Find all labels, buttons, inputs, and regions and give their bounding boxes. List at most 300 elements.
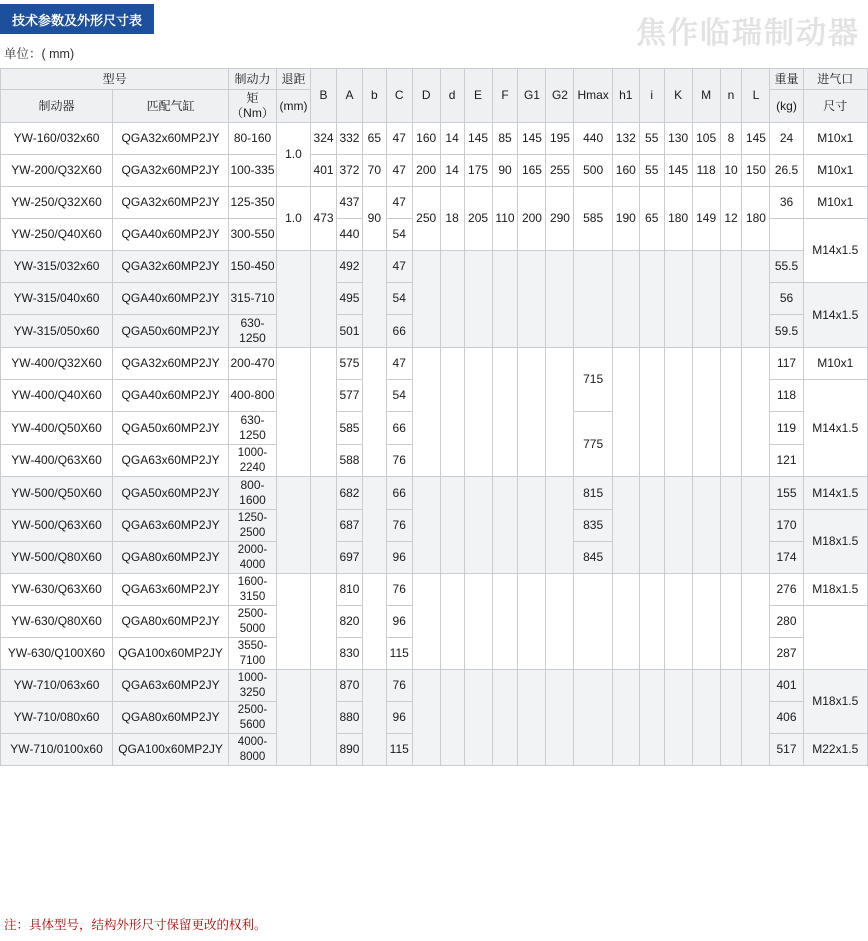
cell-dim-F: [492, 477, 518, 574]
cell-dim-A: 687: [337, 510, 363, 542]
cell-dim-E: [464, 670, 492, 766]
spec-table: [0, 68, 868, 766]
cell-dim-G2: 195: [546, 123, 574, 155]
cell-dim-i: 55: [639, 123, 664, 155]
cell-cylinder-model: QGA32x60MP2JY: [113, 251, 229, 283]
cell-dim-C: 54: [386, 219, 412, 251]
header-dim-K: K: [664, 69, 692, 123]
cell-weight: 59.5: [770, 315, 803, 348]
cell-dim-K: [664, 477, 692, 574]
cell-cylinder-model: QGA32x60MP2JY: [113, 155, 229, 187]
cell-dim-C: 76: [386, 510, 412, 542]
header-dim-n: n: [720, 69, 742, 123]
cell-dim-L: [742, 574, 770, 670]
cell-air-inlet: M18x1.5: [803, 670, 867, 734]
cell-retreat: 1.0: [276, 123, 310, 187]
cell-dim-A: 682: [337, 477, 363, 510]
table-row: [1, 348, 868, 380]
cell-air-inlet: M14x1.5: [803, 283, 867, 348]
cell-dim-F: 85: [492, 123, 518, 155]
cell-dim-G2: [546, 574, 574, 670]
header-weight-unit: (kg): [770, 90, 803, 123]
cell-dim-n: 8: [720, 123, 742, 155]
cell-dim-G1: 200: [518, 187, 546, 251]
cell-dim-G1: [518, 477, 546, 574]
cell-dim-A: 501: [337, 315, 363, 348]
cell-cylinder-model: QGA80x60MP2JY: [113, 606, 229, 638]
cell-dim-A: 697: [337, 542, 363, 574]
cell-air-inlet: M14x1.5: [803, 219, 867, 283]
cell-dim-i: [639, 574, 664, 670]
cell-dim-D: [412, 251, 440, 348]
cell-dim-C: 115: [386, 638, 412, 670]
cell-dim-M: [692, 670, 720, 766]
cell-dim-b: [362, 477, 386, 574]
cell-weight: 119: [770, 412, 803, 445]
cell-dim-K: [664, 574, 692, 670]
cell-dim-h1: [612, 251, 639, 348]
cell-air-inlet: [803, 606, 867, 670]
cell-brake-model: YW-250/Q40X60: [1, 219, 113, 251]
cell-cylinder-model: QGA40x60MP2JY: [113, 380, 229, 412]
cell-dim-A: 332: [337, 123, 363, 155]
cell-weight: 170: [770, 510, 803, 542]
cell-weight: 401: [770, 670, 803, 702]
cell-dim-h1: [612, 670, 639, 766]
cell-dim-E: [464, 348, 492, 477]
cell-dim-M: [692, 477, 720, 574]
cell-dim-M: [692, 251, 720, 348]
cell-dim-E: [464, 251, 492, 348]
cell-dim-A: 870: [337, 670, 363, 702]
cell-dim-n: [720, 670, 742, 766]
cell-torque: 2500-5000: [229, 606, 277, 638]
cell-air-inlet: M10x1: [803, 348, 867, 380]
page-title: 技术参数及外形尺寸表: [0, 4, 154, 34]
cell-dim-C: 47: [386, 348, 412, 380]
table-row: [1, 477, 868, 510]
cell-cylinder-model: QGA80x60MP2JY: [113, 542, 229, 574]
cell-brake-model: YW-400/Q40X60: [1, 380, 113, 412]
cell-dim-C: 54: [386, 283, 412, 315]
cell-dim-G2: 290: [546, 187, 574, 251]
cell-cylinder-model: QGA50x60MP2JY: [113, 315, 229, 348]
cell-dim-D: [412, 574, 440, 670]
table-row: [1, 574, 868, 606]
cell-dim-h1: 160: [612, 155, 639, 187]
table-row: [1, 123, 868, 155]
cell-dim-K: [664, 348, 692, 477]
cell-torque: 1000-3250: [229, 670, 277, 702]
cell-dim-E: [464, 574, 492, 670]
cell-weight: 174: [770, 542, 803, 574]
cell-weight: 517: [770, 734, 803, 766]
cell-dim-B: 324: [311, 123, 337, 155]
cell-dim-d: 14: [440, 155, 464, 187]
cell-dim-C: 96: [386, 606, 412, 638]
header-model: 型号: [1, 69, 229, 90]
cell-dim-A: 890: [337, 734, 363, 766]
cell-weight: 276: [770, 574, 803, 606]
cell-dim-b: [362, 670, 386, 766]
cell-weight: 280: [770, 606, 803, 638]
cell-dim-G2: [546, 348, 574, 477]
cell-dim-d: 14: [440, 123, 464, 155]
cell-dim-b: 90: [362, 187, 386, 251]
header-retreat-unit: (mm): [276, 90, 310, 123]
cell-dim-M: 105: [692, 123, 720, 155]
table-row: [1, 155, 868, 187]
cell-dim-i: [639, 477, 664, 574]
cell-dim-n: [720, 251, 742, 348]
cell-dim-L: [742, 251, 770, 348]
cell-dim-G2: 255: [546, 155, 574, 187]
cell-weight: 406: [770, 702, 803, 734]
header-dim-B: B: [311, 69, 337, 123]
cell-dim-C: 96: [386, 702, 412, 734]
cell-dim-M: [692, 348, 720, 477]
cell-cylinder-model: QGA32x60MP2JY: [113, 348, 229, 380]
cell-weight: [770, 219, 803, 251]
cell-dim-i: [639, 348, 664, 477]
header-dim-A: A: [337, 69, 363, 123]
cell-cylinder-model: QGA50x60MP2JY: [113, 477, 229, 510]
unit-label: 单位：( mm): [4, 47, 75, 61]
cell-dim-L: 150: [742, 155, 770, 187]
header-dim-L: L: [742, 69, 770, 123]
cell-cylinder-model: QGA63x60MP2JY: [113, 670, 229, 702]
cell-dim-A: 820: [337, 606, 363, 638]
cell-dim-L: [742, 670, 770, 766]
cell-air-inlet: M10x1: [803, 155, 867, 187]
cell-weight: 56: [770, 283, 803, 315]
header-dim-G2: G2: [546, 69, 574, 123]
cell-brake-model: YW-500/Q80X60: [1, 542, 113, 574]
cell-dim-F: [492, 348, 518, 477]
cell-dim-L: 180: [742, 187, 770, 251]
header-dim-d: d: [440, 69, 464, 123]
footer-note: 注：具体型号，结构外形尺寸保留更改的权利。: [4, 918, 267, 932]
cell-retreat: [276, 348, 310, 477]
cell-retreat: 1.0: [276, 187, 310, 251]
cell-brake-model: YW-710/063x60: [1, 670, 113, 702]
cell-dim-A: 577: [337, 380, 363, 412]
cell-dim-C: 47: [386, 187, 412, 219]
cell-cylinder-model: QGA63x60MP2JY: [113, 574, 229, 606]
cell-dim-B: 473: [311, 187, 337, 251]
cell-dim-F: [492, 251, 518, 348]
cell-dim-D: [412, 670, 440, 766]
cell-dim-Hmax: [574, 251, 612, 348]
header-brake: 制动器: [1, 90, 113, 123]
cell-dim-F: 90: [492, 155, 518, 187]
header-dim-E: E: [464, 69, 492, 123]
cell-air-inlet: M10x1: [803, 123, 867, 155]
cell-weight: 26.5: [770, 155, 803, 187]
table-body: [1, 123, 868, 766]
cell-brake-model: YW-630/Q100X60: [1, 638, 113, 670]
cell-dim-i: 65: [639, 187, 664, 251]
cell-dim-C: 66: [386, 412, 412, 445]
cell-dim-b: [362, 348, 386, 477]
cell-torque: 400-800: [229, 380, 277, 412]
cell-torque: 630-1250: [229, 412, 277, 445]
cell-brake-model: YW-400/Q50X60: [1, 412, 113, 445]
cell-dim-L: [742, 348, 770, 477]
cell-dim-E: 145: [464, 123, 492, 155]
cell-dim-b: [362, 574, 386, 670]
cell-dim-D: 250: [412, 187, 440, 251]
cell-dim-A: 880: [337, 702, 363, 734]
cell-dim-K: 180: [664, 187, 692, 251]
cell-dim-A: 585: [337, 412, 363, 445]
cell-dim-A: 810: [337, 574, 363, 606]
cell-dim-n: [720, 348, 742, 477]
cell-dim-D: 160: [412, 123, 440, 155]
cell-dim-A: 588: [337, 445, 363, 477]
cell-dim-d: 18: [440, 187, 464, 251]
cell-dim-D: [412, 477, 440, 574]
cell-dim-G2: [546, 670, 574, 766]
cell-dim-i: 55: [639, 155, 664, 187]
cell-dim-F: [492, 670, 518, 766]
cell-dim-i: [639, 251, 664, 348]
cell-dim-L: [742, 477, 770, 574]
cell-dim-B: [311, 348, 337, 477]
header-air-inlet: 进气口: [803, 69, 867, 90]
cell-dim-C: 47: [386, 251, 412, 283]
cell-brake-model: YW-630/Q80X60: [1, 606, 113, 638]
header-dim-C: C: [386, 69, 412, 123]
cell-dim-d: [440, 477, 464, 574]
cell-dim-h1: [612, 477, 639, 574]
header-dim-Hmax: Hmax: [574, 69, 612, 123]
cell-dim-A: 372: [337, 155, 363, 187]
cell-weight: 55.5: [770, 251, 803, 283]
cell-weight: 287: [770, 638, 803, 670]
cell-brake-model: YW-315/050x60: [1, 315, 113, 348]
header-dim-h1: h1: [612, 69, 639, 123]
cell-dim-B: [311, 574, 337, 670]
cell-torque: 315-710: [229, 283, 277, 315]
header-dim-b: b: [362, 69, 386, 123]
cell-brake-model: YW-710/0100x60: [1, 734, 113, 766]
cell-dim-h1: [612, 348, 639, 477]
cell-dim-G1: 145: [518, 123, 546, 155]
cell-dim-C: 115: [386, 734, 412, 766]
cell-retreat: [276, 670, 310, 766]
cell-dim-A: 495: [337, 283, 363, 315]
cell-weight: 118: [770, 380, 803, 412]
cell-dim-n: [720, 477, 742, 574]
cell-dim-h1: [612, 574, 639, 670]
cell-dim-B: [311, 670, 337, 766]
cell-dim-M: 149: [692, 187, 720, 251]
cell-air-inlet: M10x1: [803, 187, 867, 219]
cell-dim-i: [639, 670, 664, 766]
cell-dim-C: 47: [386, 123, 412, 155]
cell-dim-d: [440, 574, 464, 670]
cell-dim-Hmax: 835: [574, 510, 612, 542]
cell-cylinder-model: QGA100x60MP2JY: [113, 734, 229, 766]
cell-torque: 150-450: [229, 251, 277, 283]
cell-torque: 4000-8000: [229, 734, 277, 766]
cell-dim-D: 200: [412, 155, 440, 187]
cell-brake-model: YW-160/032x60: [1, 123, 113, 155]
cell-torque: 1000-2240: [229, 445, 277, 477]
cell-weight: 24: [770, 123, 803, 155]
header-torque-unit: 矩（Nm）: [229, 90, 277, 123]
cell-dim-G1: [518, 251, 546, 348]
cell-torque: 2000-4000: [229, 542, 277, 574]
cell-dim-n: 12: [720, 187, 742, 251]
cell-brake-model: YW-400/Q63X60: [1, 445, 113, 477]
cell-dim-A: 492: [337, 251, 363, 283]
cell-cylinder-model: QGA50x60MP2JY: [113, 412, 229, 445]
cell-dim-K: 145: [664, 155, 692, 187]
table-row: [1, 251, 868, 283]
watermark-text: 焦作临瑞制动器: [636, 17, 860, 50]
cell-dim-n: [720, 574, 742, 670]
cell-torque: 200-470: [229, 348, 277, 380]
cell-dim-Hmax: 715: [574, 348, 612, 412]
cell-dim-M: 118: [692, 155, 720, 187]
cell-dim-F: [492, 574, 518, 670]
cell-torque: 3550-7100: [229, 638, 277, 670]
cell-dim-E: 205: [464, 187, 492, 251]
header-dim-G1: G1: [518, 69, 546, 123]
cell-dim-Hmax: [574, 574, 612, 670]
cell-torque: 300-550: [229, 219, 277, 251]
cell-cylinder-model: QGA32x60MP2JY: [113, 187, 229, 219]
cell-dim-B: 401: [311, 155, 337, 187]
cell-brake-model: YW-500/Q50X60: [1, 477, 113, 510]
cell-weight: 117: [770, 348, 803, 380]
cell-brake-model: YW-710/080x60: [1, 702, 113, 734]
cell-dim-E: 175: [464, 155, 492, 187]
cell-dim-E: [464, 477, 492, 574]
cell-dim-C: 66: [386, 477, 412, 510]
header-torque: 制动力: [229, 69, 277, 90]
cell-brake-model: YW-400/Q32X60: [1, 348, 113, 380]
cell-dim-C: 76: [386, 670, 412, 702]
cell-air-inlet: M18x1.5: [803, 510, 867, 574]
cell-cylinder-model: QGA40x60MP2JY: [113, 219, 229, 251]
cell-dim-h1: 190: [612, 187, 639, 251]
cell-retreat: [276, 251, 310, 348]
cell-dim-d: [440, 251, 464, 348]
cell-dim-C: 76: [386, 445, 412, 477]
cell-dim-B: [311, 251, 337, 348]
cell-dim-n: 10: [720, 155, 742, 187]
cell-dim-G2: [546, 477, 574, 574]
cell-dim-G1: 165: [518, 155, 546, 187]
cell-dim-Hmax: [574, 670, 612, 766]
cell-dim-A: 437: [337, 187, 363, 219]
header-dim-M: M: [692, 69, 720, 123]
cell-air-inlet: M18x1.5: [803, 574, 867, 606]
cell-dim-G1: [518, 348, 546, 477]
cell-dim-b: 70: [362, 155, 386, 187]
cell-dim-K: [664, 670, 692, 766]
cell-torque: 2500-5600: [229, 702, 277, 734]
cell-dim-d: [440, 670, 464, 766]
cell-dim-Hmax: 775: [574, 412, 612, 477]
cell-dim-C: 96: [386, 542, 412, 574]
table-header: [1, 69, 868, 123]
cell-torque: 1600-3150: [229, 574, 277, 606]
cell-dim-A: 830: [337, 638, 363, 670]
cell-cylinder-model: QGA63x60MP2JY: [113, 510, 229, 542]
cell-weight: 36: [770, 187, 803, 219]
cell-cylinder-model: QGA32x60MP2JY: [113, 123, 229, 155]
cell-dim-M: [692, 574, 720, 670]
cell-dim-D: [412, 348, 440, 477]
cell-retreat: [276, 477, 310, 574]
cell-dim-C: 47: [386, 155, 412, 187]
cell-torque: 630-1250: [229, 315, 277, 348]
header-retreat: 退距: [276, 69, 310, 90]
cell-dim-Hmax: 440: [574, 123, 612, 155]
cell-brake-model: YW-500/Q63X60: [1, 510, 113, 542]
cell-dim-G1: [518, 670, 546, 766]
cell-dim-h1: 132: [612, 123, 639, 155]
cell-brake-model: YW-200/Q32X60: [1, 155, 113, 187]
cell-dim-Hmax: 585: [574, 187, 612, 251]
header-dim-i: i: [639, 69, 664, 123]
cell-dim-Hmax: 845: [574, 542, 612, 574]
header-air-inlet-sub: 尺寸: [803, 90, 867, 123]
table-row: [1, 670, 868, 702]
cell-dim-G2: [546, 251, 574, 348]
cell-torque: 100-335: [229, 155, 277, 187]
cell-air-inlet: M14x1.5: [803, 380, 867, 477]
cell-dim-C: 54: [386, 380, 412, 412]
cell-brake-model: YW-630/Q63X60: [1, 574, 113, 606]
cell-brake-model: YW-315/040x60: [1, 283, 113, 315]
cell-dim-C: 76: [386, 574, 412, 606]
cell-cylinder-model: QGA80x60MP2JY: [113, 702, 229, 734]
header-weight: 重量: [770, 69, 803, 90]
cell-dim-Hmax: 500: [574, 155, 612, 187]
cell-torque: 800-1600: [229, 477, 277, 510]
cell-dim-Hmax: 815: [574, 477, 612, 510]
header-dim-D: D: [412, 69, 440, 123]
header-row-1: [1, 69, 868, 90]
cell-cylinder-model: QGA63x60MP2JY: [113, 445, 229, 477]
cell-dim-F: 110: [492, 187, 518, 251]
cell-dim-b: [362, 251, 386, 348]
header-dim-F: F: [492, 69, 518, 123]
cell-dim-B: [311, 477, 337, 574]
cell-dim-C: 66: [386, 315, 412, 348]
cell-air-inlet: M22x1.5: [803, 734, 867, 766]
cell-dim-K: 130: [664, 123, 692, 155]
header-cylinder: 匹配气缸: [113, 90, 229, 123]
cell-retreat: [276, 574, 310, 670]
cell-torque: 1250-2500: [229, 510, 277, 542]
cell-torque: 80-160: [229, 123, 277, 155]
cell-dim-d: [440, 348, 464, 477]
cell-dim-G1: [518, 574, 546, 670]
cell-dim-A: 575: [337, 348, 363, 380]
table-row: [1, 187, 868, 219]
cell-brake-model: YW-315/032x60: [1, 251, 113, 283]
cell-dim-K: [664, 251, 692, 348]
cell-weight: 155: [770, 477, 803, 510]
cell-air-inlet: M14x1.5: [803, 477, 867, 510]
cell-brake-model: YW-250/Q32X60: [1, 187, 113, 219]
